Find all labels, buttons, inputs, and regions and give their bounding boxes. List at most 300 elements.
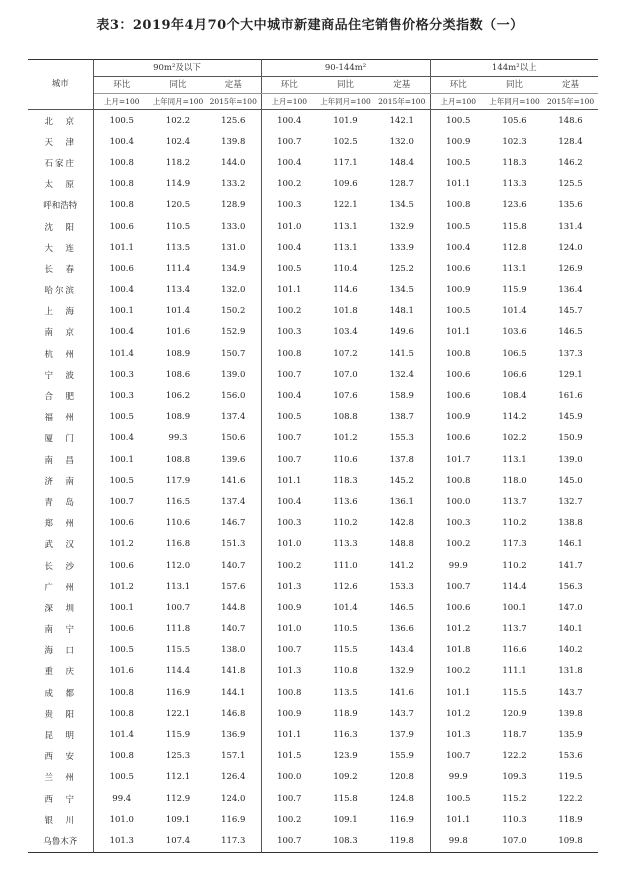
- table-row: [28, 788, 598, 809]
- index-value-cell: 100.9: [277, 602, 302, 613]
- base-header: 2015年=100: [206, 94, 261, 110]
- city-name-cell: 西 宁: [28, 788, 93, 809]
- index-value-cell: 137.9: [374, 724, 430, 745]
- index-value-cell: 139.0: [558, 454, 583, 465]
- index-value-cell: 100.5: [109, 772, 134, 783]
- index-value-cell: 118.3: [502, 157, 527, 168]
- index-value-cell: 100.9: [446, 285, 471, 296]
- index-value-cell: 150.6: [206, 428, 261, 449]
- index-value-cell: 101.9: [333, 115, 358, 126]
- index-value-cell: 156.3: [558, 581, 583, 592]
- index-value-cell: 115.8: [333, 793, 358, 804]
- index-value-cell: 115.5: [165, 645, 191, 656]
- index-value-cell: 133.9: [374, 237, 430, 258]
- index-value-cell: 100.8: [109, 751, 134, 762]
- index-value-cell: 100.6: [109, 518, 134, 529]
- index-value-cell: 108.8: [165, 454, 191, 465]
- index-value-cell: 106.5: [502, 348, 527, 359]
- index-value-cell: 101.4: [333, 602, 358, 613]
- city-name-cell: 青 岛: [28, 491, 93, 512]
- index-value-cell: 132.9: [374, 216, 430, 237]
- index-value-cell: 114.9: [165, 179, 191, 190]
- base-header: 上年同月=100: [317, 94, 374, 110]
- index-value-cell: 100.5: [277, 412, 302, 423]
- sub-header: 定基: [374, 77, 430, 94]
- index-value-cell: 100.4: [277, 496, 302, 507]
- city-name-cell: 南 京: [28, 322, 93, 343]
- index-value-cell: 136.9: [206, 724, 261, 745]
- city-name-cell: 海 口: [28, 640, 93, 661]
- index-value-cell: 115.8: [502, 221, 527, 232]
- index-value-cell: 100.0: [277, 772, 302, 783]
- index-value-cell: 131.4: [558, 221, 583, 232]
- index-value-cell: 136.4: [558, 285, 583, 296]
- base-header: 上月=100: [430, 94, 486, 110]
- table-row: [28, 661, 598, 682]
- index-value-cell: 100.1: [109, 454, 134, 465]
- index-value-cell: 100.8: [446, 475, 471, 486]
- index-value-cell: 133.2: [206, 174, 261, 195]
- index-value-cell: 123.6: [502, 200, 527, 211]
- index-value-cell: 145.0: [558, 475, 583, 486]
- index-value-cell: 102.2: [165, 115, 191, 126]
- city-name-cell: 呼和浩特: [28, 195, 93, 216]
- index-value-cell: 115.9: [502, 285, 527, 296]
- sub-header: 定基: [206, 77, 261, 94]
- sub-header: 定基: [543, 77, 598, 94]
- index-value-cell: 100.3: [109, 369, 134, 380]
- table-row: [28, 640, 598, 661]
- index-value-cell: 119.8: [374, 830, 430, 852]
- index-value-cell: 100.4: [277, 157, 302, 168]
- index-value-cell: 107.0: [502, 835, 527, 846]
- index-value-cell: 137.3: [558, 348, 583, 359]
- index-value-cell: 110.8: [333, 666, 358, 677]
- index-value-cell: 100.6: [109, 560, 134, 571]
- table-row: [28, 407, 598, 428]
- index-value-cell: 100.3: [109, 391, 134, 402]
- index-value-cell: 137.8: [374, 449, 430, 470]
- index-value-cell: 153.6: [558, 751, 583, 762]
- index-value-cell: 118.2: [165, 157, 191, 168]
- index-value-cell: 100.7: [446, 751, 471, 762]
- index-value-cell: 100.8: [446, 348, 471, 359]
- index-value-cell: 100.5: [446, 306, 471, 317]
- index-value-cell: 141.6: [206, 470, 261, 491]
- city-name-cell: 沈 阳: [28, 216, 93, 237]
- index-value-cell: 115.5: [333, 645, 358, 656]
- index-value-cell: 157.6: [206, 576, 261, 597]
- index-value-cell: 150.7: [206, 343, 261, 364]
- city-name-cell: 银 川: [28, 809, 93, 830]
- sub-header: 同比: [486, 77, 543, 94]
- index-value-cell: 101.8: [446, 645, 471, 656]
- index-value-cell: 100.9: [446, 136, 471, 147]
- index-value-cell: 100.6: [109, 624, 134, 635]
- city-name-cell: 天 津: [28, 131, 93, 152]
- index-value-cell: 136.6: [374, 619, 430, 640]
- index-value-cell: 118.0: [502, 475, 527, 486]
- index-value-cell: 114.2: [502, 412, 527, 423]
- index-value-cell: 99.9: [448, 772, 468, 783]
- index-value-cell: 100.6: [109, 263, 134, 274]
- index-value-cell: 115.9: [165, 730, 191, 741]
- index-value-cell: 139.0: [206, 364, 261, 385]
- city-name-cell: 宁 波: [28, 364, 93, 385]
- group-header-medium: 90-144m²: [261, 60, 430, 77]
- table-row: [28, 767, 598, 788]
- index-value-cell: 146.5: [558, 327, 583, 338]
- index-value-cell: 140.7: [206, 619, 261, 640]
- index-value-cell: 122.1: [165, 708, 191, 719]
- index-value-cell: 100.7: [446, 581, 471, 592]
- index-value-cell: 134.9: [206, 258, 261, 279]
- index-value-cell: 113.1: [502, 263, 527, 274]
- city-name-cell: 贵 阳: [28, 703, 93, 724]
- index-value-cell: 100.0: [446, 496, 471, 507]
- index-value-cell: 100.5: [109, 115, 134, 126]
- index-value-cell: 106.6: [502, 369, 527, 380]
- base-header: 上年同月=100: [150, 94, 206, 110]
- index-value-cell: 118.7: [502, 730, 527, 741]
- city-name-cell: 重 庆: [28, 661, 93, 682]
- index-value-cell: 141.2: [374, 555, 430, 576]
- index-value-cell: 134.5: [374, 195, 430, 216]
- index-value-cell: 157.1: [206, 746, 261, 767]
- index-value-cell: 113.3: [333, 539, 358, 550]
- index-value-cell: 101.0: [277, 221, 302, 232]
- index-value-cell: 141.7: [558, 560, 583, 571]
- index-value-cell: 100.7: [277, 835, 302, 846]
- index-value-cell: 124.8: [374, 788, 430, 809]
- index-value-cell: 108.6: [165, 369, 191, 380]
- index-value-cell: 115.2: [502, 793, 527, 804]
- index-value-cell: 143.7: [374, 703, 430, 724]
- index-value-cell: 107.0: [333, 369, 358, 380]
- city-name-cell: 南 宁: [28, 619, 93, 640]
- city-name-cell: 北 京: [28, 110, 93, 132]
- table-row: [28, 216, 598, 237]
- index-value-cell: 116.9: [374, 809, 430, 830]
- index-value-cell: 126.4: [206, 767, 261, 788]
- index-value-cell: 100.1: [502, 602, 527, 613]
- index-value-cell: 109.2: [333, 772, 358, 783]
- index-value-cell: 144.0: [206, 152, 261, 173]
- index-value-cell: 142.1: [374, 110, 430, 132]
- city-name-cell: 乌鲁木齐: [28, 830, 93, 852]
- index-value-cell: 146.7: [206, 513, 261, 534]
- table-row: [28, 449, 598, 470]
- index-value-cell: 100.5: [277, 263, 302, 274]
- index-value-cell: 140.2: [558, 645, 583, 656]
- index-value-cell: 101.5: [277, 751, 302, 762]
- index-value-cell: 141.8: [206, 661, 261, 682]
- index-value-cell: 100.1: [109, 602, 134, 613]
- index-value-cell: 116.9: [165, 687, 191, 698]
- index-value-cell: 124.0: [206, 788, 261, 809]
- index-value-cell: 113.1: [502, 454, 527, 465]
- index-value-cell: 145.2: [374, 470, 430, 491]
- city-name-cell: 杭 州: [28, 343, 93, 364]
- index-value-cell: 99.4: [112, 793, 132, 804]
- index-value-cell: 101.3: [109, 835, 134, 846]
- index-value-cell: 148.1: [374, 301, 430, 322]
- index-value-cell: 125.3: [165, 751, 191, 762]
- index-value-cell: 141.5: [374, 343, 430, 364]
- index-value-cell: 100.6: [109, 221, 134, 232]
- table-row: [28, 237, 598, 258]
- city-name-cell: 郑 州: [28, 513, 93, 534]
- index-value-cell: 125.2: [374, 258, 430, 279]
- index-value-cell: 112.9: [165, 793, 191, 804]
- index-value-cell: 128.4: [558, 136, 583, 147]
- city-name-cell: 广 州: [28, 576, 93, 597]
- index-value-cell: 101.1: [109, 242, 134, 253]
- index-value-cell: 100.8: [109, 179, 134, 190]
- city-name-cell: 石家庄: [28, 152, 93, 173]
- sub-header: 同比: [317, 77, 374, 94]
- index-value-cell: 113.4: [165, 285, 191, 296]
- table-row: [28, 258, 598, 279]
- index-value-cell: 142.8: [374, 513, 430, 534]
- index-value-cell: 101.4: [502, 306, 527, 317]
- index-value-cell: 110.6: [333, 454, 358, 465]
- index-value-cell: 131.8: [558, 666, 583, 677]
- sub-header: 环比: [93, 77, 150, 94]
- index-value-cell: 108.8: [333, 412, 358, 423]
- index-value-cell: 100.2: [446, 539, 471, 550]
- index-value-cell: 102.3: [502, 136, 527, 147]
- index-value-cell: 101.6: [109, 666, 134, 677]
- index-value-cell: 123.9: [333, 751, 358, 762]
- index-value-cell: 115.5: [502, 687, 527, 698]
- index-value-cell: 146.8: [206, 703, 261, 724]
- table-title: 表3：2019年4月70个大中城市新建商品住宅销售价格分类指数（一）: [96, 18, 524, 33]
- index-value-cell: 103.4: [333, 327, 358, 338]
- index-value-cell: 100.5: [446, 115, 471, 126]
- index-value-cell: 149.6: [374, 322, 430, 343]
- index-value-cell: 148.6: [558, 115, 583, 126]
- city-name-cell: 大 连: [28, 237, 93, 258]
- index-value-cell: 101.1: [446, 687, 471, 698]
- index-value-cell: 100.3: [277, 200, 302, 211]
- index-value-cell: 101.7: [446, 454, 471, 465]
- index-value-cell: 100.8: [109, 708, 134, 719]
- city-name-cell: 上 海: [28, 301, 93, 322]
- index-value-cell: 150.2: [206, 301, 261, 322]
- index-value-cell: 139.6: [206, 449, 261, 470]
- index-value-cell: 110.3: [502, 814, 527, 825]
- index-value-cell: 132.4: [374, 364, 430, 385]
- index-value-cell: 111.4: [165, 263, 191, 274]
- index-value-cell: 147.0: [558, 602, 583, 613]
- index-value-cell: 100.2: [277, 560, 302, 571]
- index-value-cell: 100.2: [277, 306, 302, 317]
- index-value-cell: 100.2: [277, 179, 302, 190]
- index-value-cell: 110.6: [165, 518, 191, 529]
- table-row: [28, 131, 598, 152]
- index-value-cell: 144.8: [206, 597, 261, 618]
- index-value-cell: 100.7: [277, 793, 302, 804]
- index-value-cell: 100.7: [277, 645, 302, 656]
- index-value-cell: 101.3: [446, 730, 471, 741]
- index-value-cell: 105.6: [502, 115, 527, 126]
- index-value-cell: 100.6: [446, 433, 471, 444]
- index-value-cell: 114.6: [333, 285, 358, 296]
- index-value-cell: 113.7: [502, 624, 527, 635]
- city-name-cell: 南 昌: [28, 449, 93, 470]
- index-value-cell: 155.9: [374, 746, 430, 767]
- city-name-cell: 厦 门: [28, 428, 93, 449]
- index-value-cell: 111.0: [333, 560, 358, 571]
- index-value-cell: 116.9: [206, 809, 261, 830]
- index-value-cell: 100.4: [109, 327, 134, 338]
- index-value-cell: 109.8: [558, 835, 583, 846]
- index-value-cell: 140.1: [558, 624, 583, 635]
- index-value-cell: 113.1: [333, 221, 358, 232]
- index-value-cell: 108.3: [333, 835, 358, 846]
- city-name-cell: 深 圳: [28, 597, 93, 618]
- index-value-cell: 112.6: [333, 581, 358, 592]
- table-row: [28, 830, 598, 852]
- index-value-cell: 133.0: [206, 216, 261, 237]
- index-value-cell: 100.4: [446, 242, 471, 253]
- index-value-cell: 100.5: [446, 221, 471, 232]
- index-value-cell: 100.8: [277, 687, 302, 698]
- index-value-cell: 100.8: [109, 157, 134, 168]
- index-value-cell: 109.1: [333, 814, 358, 825]
- index-value-cell: 107.4: [165, 835, 191, 846]
- index-value-cell: 145.9: [558, 412, 583, 423]
- index-value-cell: 111.8: [165, 624, 191, 635]
- index-value-cell: 113.1: [165, 581, 191, 592]
- index-value-cell: 145.7: [558, 306, 583, 317]
- index-value-cell: 134.5: [374, 280, 430, 301]
- index-value-cell: 108.9: [165, 348, 191, 359]
- index-value-cell: 146.5: [374, 597, 430, 618]
- index-value-cell: 161.6: [558, 391, 583, 402]
- index-value-cell: 100.5: [109, 475, 134, 486]
- table-row: [28, 428, 598, 449]
- table-row: [28, 364, 598, 385]
- index-value-cell: 100.6: [446, 602, 471, 613]
- index-value-cell: 117.3: [206, 830, 261, 852]
- index-value-cell: 144.1: [206, 682, 261, 703]
- index-value-cell: 138.7: [374, 407, 430, 428]
- table-row: [28, 597, 598, 618]
- index-value-cell: 120.8: [374, 767, 430, 788]
- city-name-cell: 西 安: [28, 746, 93, 767]
- index-value-cell: 100.4: [109, 433, 134, 444]
- index-value-cell: 114.4: [165, 666, 191, 677]
- base-header: 2015年=100: [543, 94, 598, 110]
- index-value-cell: 100.7: [277, 454, 302, 465]
- sub-header: 环比: [430, 77, 486, 94]
- table-row: [28, 174, 598, 195]
- index-value-cell: 139.8: [558, 708, 583, 719]
- index-value-cell: 143.7: [558, 687, 583, 698]
- index-value-cell: 100.6: [446, 391, 471, 402]
- index-value-cell: 137.4: [206, 407, 261, 428]
- index-value-cell: 113.5: [165, 242, 191, 253]
- index-value-cell: 129.1: [558, 369, 583, 380]
- index-value-cell: 138.0: [206, 640, 261, 661]
- index-value-cell: 146.1: [558, 539, 583, 550]
- index-value-cell: 101.2: [446, 708, 471, 719]
- index-value-cell: 135.9: [558, 730, 583, 741]
- index-value-cell: 151.3: [206, 534, 261, 555]
- table-row: [28, 322, 598, 343]
- index-value-cell: 101.2: [446, 624, 471, 635]
- index-value-cell: 100.8: [109, 687, 134, 698]
- index-value-cell: 117.9: [165, 475, 191, 486]
- table-row: [28, 491, 598, 512]
- base-header: 上月=100: [261, 94, 317, 110]
- index-value-cell: 100.2: [277, 814, 302, 825]
- index-value-cell: 107.6: [333, 391, 358, 402]
- index-value-cell: 100.9: [277, 708, 302, 719]
- index-value-cell: 122.2: [502, 751, 527, 762]
- table-row: [28, 703, 598, 724]
- index-value-cell: 100.4: [277, 115, 302, 126]
- table-row: [28, 280, 598, 301]
- index-value-cell: 101.1: [446, 179, 471, 190]
- index-value-cell: 148.4: [374, 152, 430, 173]
- index-value-cell: 101.8: [333, 306, 358, 317]
- index-value-cell: 100.6: [446, 263, 471, 274]
- city-name-cell: 哈尔滨: [28, 280, 93, 301]
- table-row: [28, 555, 598, 576]
- index-value-cell: 143.4: [374, 640, 430, 661]
- table-row: [28, 301, 598, 322]
- base-header: 上月=100: [93, 94, 150, 110]
- index-value-cell: 101.1: [277, 730, 302, 741]
- index-value-cell: 114.4: [502, 581, 527, 592]
- index-value-cell: 150.9: [558, 433, 583, 444]
- index-value-cell: 100.8: [277, 348, 302, 359]
- index-value-cell: 140.7: [206, 555, 261, 576]
- index-value-cell: 100.6: [446, 369, 471, 380]
- index-value-cell: 101.0: [277, 539, 302, 550]
- index-value-cell: 152.9: [206, 322, 261, 343]
- table-row: [28, 470, 598, 491]
- index-value-cell: 107.2: [333, 348, 358, 359]
- index-value-cell: 132.0: [206, 280, 261, 301]
- price-index-table: [28, 59, 598, 853]
- index-value-cell: 102.5: [333, 136, 358, 147]
- index-value-cell: 100.7: [277, 136, 302, 147]
- city-name-cell: 太 原: [28, 174, 93, 195]
- index-value-cell: 120.9: [502, 708, 527, 719]
- index-value-cell: 118.9: [558, 814, 583, 825]
- city-name-cell: 福 州: [28, 407, 93, 428]
- index-value-cell: 124.0: [558, 242, 583, 253]
- index-value-cell: 110.2: [333, 518, 358, 529]
- index-value-cell: 132.9: [374, 661, 430, 682]
- table-row: [28, 576, 598, 597]
- index-value-cell: 110.2: [502, 560, 527, 571]
- index-value-cell: 101.4: [165, 306, 191, 317]
- index-value-cell: 113.1: [333, 242, 358, 253]
- index-value-cell: 112.0: [165, 560, 191, 571]
- index-value-cell: 110.5: [333, 624, 358, 635]
- index-value-cell: 128.7: [374, 174, 430, 195]
- index-value-cell: 100.7: [277, 369, 302, 380]
- sub-header: 环比: [261, 77, 317, 94]
- index-value-cell: 108.4: [502, 391, 527, 402]
- index-value-cell: 100.2: [446, 666, 471, 677]
- index-value-cell: 100.4: [109, 285, 134, 296]
